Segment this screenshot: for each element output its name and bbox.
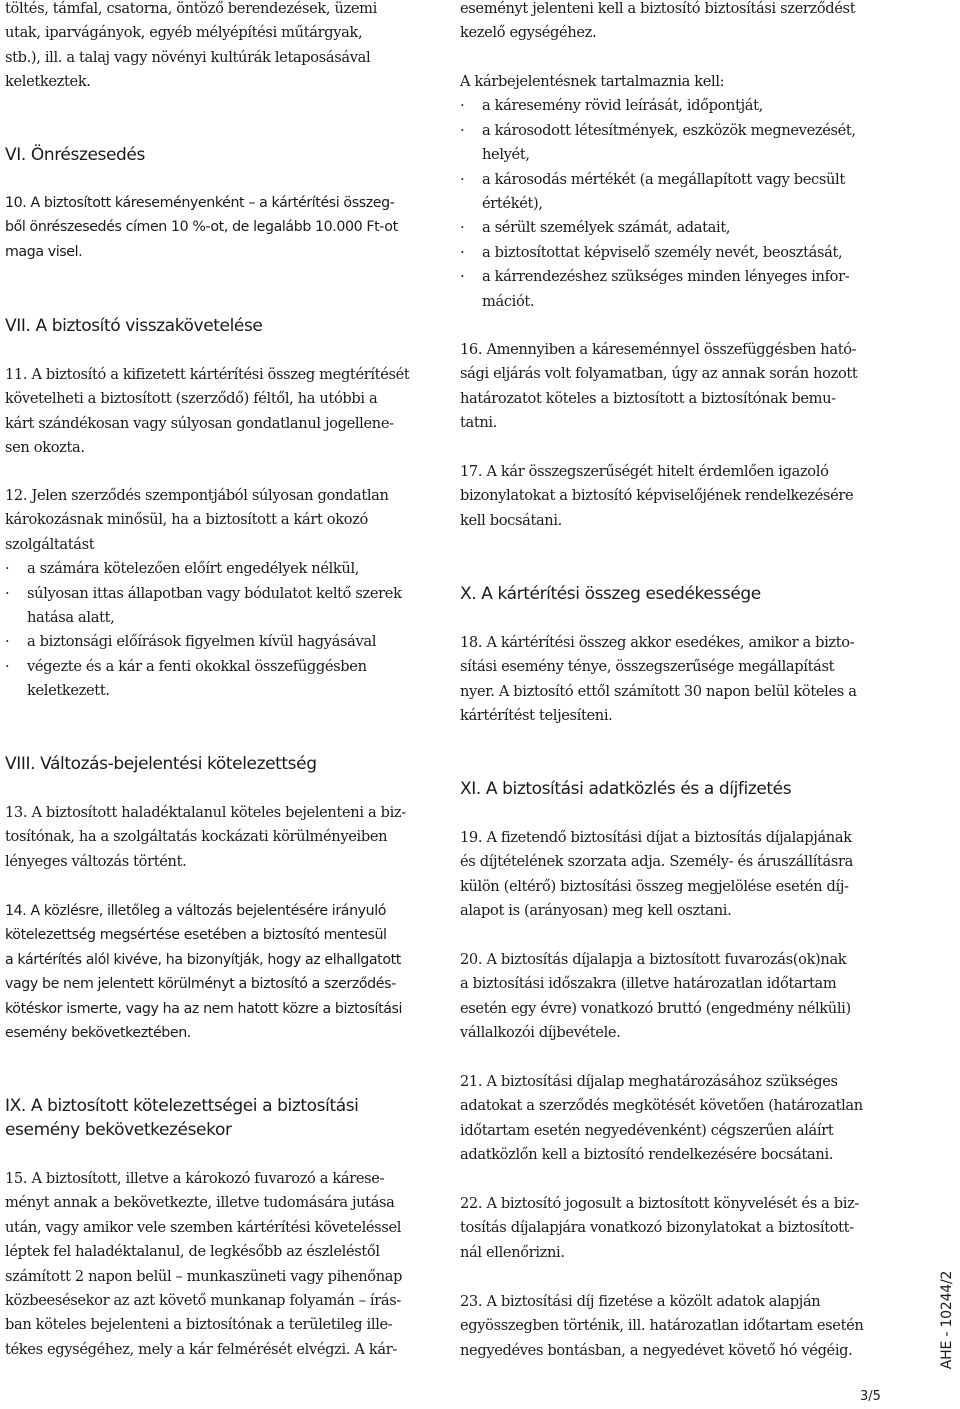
list-item: [460, 216, 890, 240]
text-line: kezelő egységéhez.: [460, 24, 597, 42]
paragraph-18: [460, 631, 890, 729]
paragraph-17: [460, 460, 890, 533]
text-line: 23. A biztosítási díj fizetése a közölt adatok alapján: [460, 1293, 821, 1310]
text-line: tosítónak, ha a szolgáltatás kockázati körülményeiben: [5, 828, 388, 846]
list-item: [460, 265, 890, 314]
text-line: · a károsodás mértékét (a megállapított vagy becsült: [482, 170, 845, 188]
text-line: után, vagy amikor vele szemben kártérítési követeléssel: [5, 1218, 402, 1236]
text-line: tékes egységéhez, mely a kár felmérését elvégzi. A kár-: [5, 1340, 397, 1358]
text-line: esemény bekövetkezésekor: [5, 1120, 232, 1141]
text-line: · a sérült személyek számát, adatait,: [482, 219, 731, 237]
text-line: keletkezett.: [27, 682, 110, 700]
text-line: helyét,: [482, 146, 530, 164]
text-line: tatni.: [460, 414, 498, 432]
text-line: hatása alatt,: [27, 609, 115, 627]
paragraph-22: [460, 1192, 890, 1265]
paragraph-12: [5, 484, 425, 704]
list-item: [5, 557, 425, 581]
text-line: nyer. A biztosító ettől számított 30 napon belül köteles a: [460, 682, 857, 700]
text-line: kötéskor ismerte, vagy ha az nem hatott közre a biztosítási: [5, 1000, 403, 1017]
text-line: eseményt jelenteni kell a biztosító biztosítási szerződést: [460, 0, 856, 17]
text-line: sen okozta.: [5, 439, 85, 457]
text-line: · a károsodott létesítmények, eszközök megnevezését,: [482, 121, 856, 139]
text-line: léptek fel haladéktalanul, de legkésőbb az észleléstől: [5, 1243, 380, 1261]
text-line: ban köteles bejelenteni a biztosítónak a területileg ille-: [5, 1316, 393, 1334]
list-item: [5, 655, 425, 704]
heading-vii: VII. A biztosító visszakövetelése: [5, 316, 263, 336]
text-line: 17. A kár összegszerűségét hitelt érdemlően igazoló: [460, 463, 829, 480]
text-line: egyösszegben történik, ill. határozatlan időtartam esetén: [460, 1317, 864, 1335]
list-item: [460, 119, 890, 168]
list-item: [460, 168, 890, 217]
text-line: számított 2 napon belül – munkaszüneti vagy pihenőnap: [5, 1267, 403, 1285]
list-item: [5, 630, 425, 654]
text-line: közbeesésekor az azt követő munkanap folyamán – írás-: [5, 1292, 401, 1310]
paragraph-21: [460, 1070, 890, 1168]
text-line: értékét),: [482, 195, 543, 213]
text-line: sítási esemény ténye, összegszerűsége megállapítást: [460, 658, 835, 676]
paragraph-19: [460, 826, 890, 924]
text-line: 11. A biztosító a kifizetett kártérítési összeg megtérítését: [5, 366, 410, 383]
text-line: · a biztonsági előírások figyelmen kívül hagyásával: [27, 633, 377, 651]
text-line: 21. A biztosítási díjalap meghatározásához szükséges: [460, 1073, 838, 1090]
text-line: 19. A fizetendő biztosítási díjat a biztosítás díjalapjának: [460, 829, 852, 846]
intro-paragraph: [5, 0, 425, 95]
text-line: 22. A biztosító jogosult a biztosított könyvelését és a biz-: [460, 1195, 860, 1212]
document-code-text: AHE - 10244/2: [939, 1270, 955, 1370]
text-line: 20. A biztosítás díjalapja a biztosított fuvarozás(ok)nak: [460, 951, 847, 968]
text-line: töltés, támfal, csatorna, öntöző berendezések, üzemi: [5, 0, 377, 17]
list-item: [5, 582, 425, 631]
paragraph-15-continued: [460, 0, 890, 46]
text-line: külön (eltérő) biztosítási összeg megjelölése esetén díj-: [460, 877, 849, 895]
text-line: követelheti a biztosított (szerződő) féltől, ha utóbbi a: [5, 390, 378, 408]
text-line: tosítás díjalapjára vonatkozó bizonylatokat a biztosított-: [460, 1219, 854, 1237]
text-line: utak, iparvágányok, egyéb mélyépítési műtárgyak,: [5, 24, 363, 42]
paragraph-13: [5, 801, 425, 874]
text-line: lényeges változás történt.: [5, 852, 187, 870]
text-line: 12. Jelen szerződés szempontjából súlyosan gondatlan: [5, 487, 389, 504]
text-line: · a biztosítottat képviselő személy nevét, beosztását,: [482, 243, 843, 261]
list-item: [460, 94, 890, 118]
text-line: a kártérítés alól kivéve, ha bizonyítják, hogy az elhallgatott: [5, 951, 401, 968]
paragraph-20: [460, 948, 890, 1046]
page-number: 3/5: [860, 1389, 881, 1404]
text-line: 13. A biztosított haladéktalanul köteles bejelenteni a biz-: [5, 804, 406, 821]
list-intro: A kárbejelentésnek tartalmaznia kell:: [460, 73, 725, 90]
text-line: keletkeztek.: [5, 73, 91, 91]
heading-vi: VI. Önrészesedés: [5, 145, 145, 165]
heading-viii: VIII. Változás-bejelentési kötelezettség: [5, 754, 317, 774]
text-line: károkozásnak minősül, ha a biztosított a kárt okozó: [5, 511, 368, 529]
text-line: esemény bekövetkeztében.: [5, 1025, 191, 1042]
text-line: időtartam esetén negyedévenként) cégszerűen aláírt: [460, 1121, 834, 1139]
text-line: adatközlőn kell a biztosító rendelkezésére bocsátani.: [460, 1146, 834, 1164]
text-line: · a kárrendezéshez szükséges minden lényeges infor-: [482, 268, 850, 286]
text-line: bizonylatokat a biztosító képviselőjének rendelkezésére: [460, 487, 854, 505]
text-line: IX. A biztosított kötelezettségei a biztosítási: [5, 1096, 359, 1116]
text-line: 10. A biztosított káreseményenként – a kártérítési összeg-: [5, 195, 395, 211]
heading-xi: XI. A biztosítási adatközlés és a díjfizetés: [460, 779, 792, 799]
heading-ix: [5, 1094, 425, 1143]
report-contents-list: [460, 70, 890, 314]
text-line: negyedéves bontásban, a negyedévet követő hó végéig.: [460, 1341, 853, 1359]
document-code: [936, 1260, 958, 1380]
text-line: ményt annak a bekövetkezte, illetve tudomására jutása: [5, 1194, 395, 1212]
text-line: alapot is (arányosan) meg kell osztani.: [460, 902, 732, 920]
text-line: szolgáltatást: [5, 535, 95, 553]
text-line: vagy be nem jelentett körülményt a biztosító a szerződés-: [5, 976, 396, 993]
text-line: 15. A biztosított, illetve a károkozó fuvarozó a kárese-: [5, 1170, 385, 1187]
text-line: sági eljárás volt folyamatban, úgy az annak során hozott: [460, 365, 858, 383]
paragraph-14: [5, 899, 425, 1045]
text-line: esetén egy évre) vonatkozó bruttó (engedmény nélküli): [460, 999, 851, 1017]
text-line: kártérítést teljesíteni.: [460, 707, 613, 725]
text-line: kötelezettség megsértése esetében a biztosító mentesül: [5, 927, 387, 944]
list-item: [460, 241, 890, 265]
text-line: · a káresemény rövid leírását, időpontját,: [482, 97, 763, 115]
heading-x: X. A kártérítési összeg esedékessége: [460, 584, 761, 604]
text-line: 14. A közlésre, illetőleg a változás bejelentésére irányuló: [5, 903, 387, 919]
paragraph-23: [460, 1290, 890, 1363]
text-line: · a számára kötelezően előírt engedélyek nélkül,: [27, 560, 360, 578]
text-line: kell bocsátani.: [460, 511, 562, 529]
paragraph-10: [5, 191, 425, 264]
text-line: ből önrészesedés címen 10 %-ot, de legalább 10.000 Ft-ot: [5, 219, 398, 236]
paragraph-16: [460, 338, 890, 436]
text-line: a biztosítási időszakra (illetve határozatlan időtartam: [460, 975, 837, 993]
text-line: nál ellenőrizni.: [460, 1243, 565, 1261]
text-line: kárt szándékosan vagy súlyosan gondatlanul jogellene-: [5, 414, 394, 432]
text-line: 18. A kártérítési összeg akkor esedékes, amikor a bizto-: [460, 634, 855, 651]
text-line: stb.), ill. a talaj vagy növényi kultúrák letaposásával: [5, 48, 371, 66]
text-line: · végezte és a kár a fenti okokkal összefüggésben: [27, 657, 367, 675]
text-line: adatokat a szerződés megkötését követően (határozatlan: [460, 1097, 863, 1115]
text-line: 16. Amennyiben a káreseménnyel összefüggésben ható-: [460, 341, 857, 358]
paragraph-15: [5, 1167, 425, 1362]
text-line: határozatot köteles a biztosított a biztosítónak bemu-: [460, 389, 836, 407]
text-line: maga visel.: [5, 243, 83, 260]
text-line: és díjtételének szorzata adja. Személy- és áruszállításra: [460, 853, 853, 871]
text-line: vállalkozói díjbevétele.: [460, 1024, 621, 1042]
text-line: · súlyosan ittas állapotban vagy bódulatot keltő szerek: [27, 584, 402, 602]
text-line: mációt.: [482, 292, 535, 310]
paragraph-11: [5, 363, 425, 461]
